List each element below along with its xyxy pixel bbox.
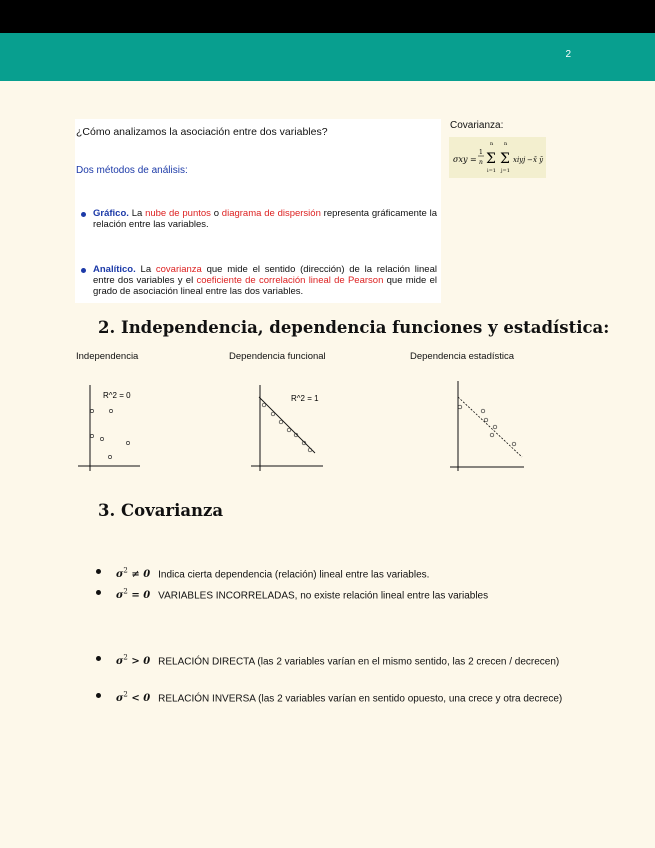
grafico-text-3: representa gráficamente la relación entre las variables. — [93, 208, 437, 230]
formula-frac-den: n — [479, 159, 483, 166]
formula-minus: − — [527, 156, 533, 164]
bullet-dot — [96, 569, 101, 574]
item-text: RELACIÓN DIRECTA (las 2 variables varían en el mismo sentido, las 2 crecen / decrecen) — [158, 656, 560, 668]
bullet-analitico — [81, 264, 437, 297]
item-text: Indica cierta dependencia (relación) lineal entre las variables. — [158, 569, 430, 581]
slide-methods-title: Dos métodos de análisis: — [76, 165, 188, 176]
section-3-title: 3. Covarianza — [98, 501, 224, 520]
covariance-label: Covarianza: — [450, 120, 504, 131]
analitico-text-1: La — [135, 264, 156, 275]
formula-sum-lower: i=1 — [487, 168, 496, 174]
header-band — [0, 33, 655, 81]
comparison-operator: < 0 — [131, 693, 151, 705]
sigma-symbol: σ — [116, 656, 124, 668]
formula-sum-upper: n — [490, 141, 494, 147]
analitico-text-3: que mide el grado de asociación lineal entre las dos variables. — [93, 275, 437, 297]
formula-term: xiyj — [513, 156, 526, 164]
bullet-dot — [96, 656, 101, 661]
comparison-operator: ≠ 0 — [131, 569, 151, 581]
sigma-exponent: 2 — [123, 588, 128, 596]
covariance-formula — [449, 137, 546, 178]
comparison-operator: = 0 — [131, 590, 151, 602]
grafico-highlight-2: diagrama de dispersión — [221, 208, 321, 219]
sigma-symbol: σ — [116, 569, 124, 581]
top-black-bar — [0, 0, 655, 33]
plot-funcional — [249, 375, 329, 475]
formula-sum2-upper: n — [504, 141, 508, 147]
bullet-dot — [81, 212, 86, 217]
r2-label-funcional: R^2 = 1 — [291, 394, 319, 403]
analitico-label: Analítico. — [93, 264, 136, 275]
bullet-dot — [81, 268, 86, 273]
grafico-text-1: La — [128, 208, 146, 219]
plot-estadistica — [448, 375, 532, 475]
plot-label-independencia: Independencia — [76, 351, 139, 362]
sigma-symbol: σ — [116, 693, 124, 705]
page-number: 2 — [565, 49, 571, 60]
covariance-item — [96, 563, 596, 583]
sigma-exponent: 2 — [123, 654, 128, 662]
grafico-label: Gráfico. — [93, 208, 129, 219]
comparison-operator: > 0 — [131, 656, 151, 668]
plot-label-estadistica: Dependencia estadística — [410, 351, 515, 362]
formula-lhs: σxy — [453, 155, 468, 164]
sigma-exponent: 2 — [123, 691, 128, 699]
r2-label-independencia: R^2 = 0 — [103, 391, 131, 400]
analitico-highlight-1: covarianza — [155, 264, 202, 275]
analitico-text-2: que mide el sentido (dirección) de la relación lineal entre dos variables y el — [93, 264, 437, 286]
slide-question: ¿Cómo analizamos la asociación entre dos variables? — [76, 126, 328, 138]
grafico-highlight-1: nube de puntos — [145, 208, 211, 219]
covariance-item — [96, 584, 596, 604]
embedded-slide-image — [75, 119, 441, 303]
sum-symbol-1: Σ — [486, 151, 496, 167]
sigma-symbol: σ — [116, 590, 124, 602]
item-text: VARIABLES INCORRELADAS, no existe relación lineal entre las variables — [158, 590, 489, 602]
analitico-highlight-2: coeficiente de correlación lineal de Pearson — [196, 275, 384, 286]
bullet-dot — [96, 590, 101, 595]
formula-frac-num: 1 — [479, 149, 483, 156]
formula-means: x̄ ȳ — [533, 156, 544, 164]
grafico-text-2: o — [210, 208, 222, 219]
covariance-item — [96, 687, 596, 707]
plot-independencia — [76, 375, 146, 475]
formula-equals: = — [470, 155, 477, 164]
formula-sum2-lower: j=1 — [501, 168, 510, 174]
covariance-item — [96, 650, 596, 670]
bullet-grafico — [81, 208, 437, 230]
bullet-dot — [96, 693, 101, 698]
sum-symbol-2: Σ — [500, 151, 510, 167]
item-text: RELACIÓN INVERSA (las 2 variables varían en sentido opuesto, una crece y otra decrece) — [158, 693, 563, 705]
plot-label-funcional: Dependencia funcional — [229, 351, 326, 362]
section-2-title: 2. Independencia, dependencia funciones y estadística: — [98, 318, 610, 337]
sigma-exponent: 2 — [123, 567, 128, 575]
